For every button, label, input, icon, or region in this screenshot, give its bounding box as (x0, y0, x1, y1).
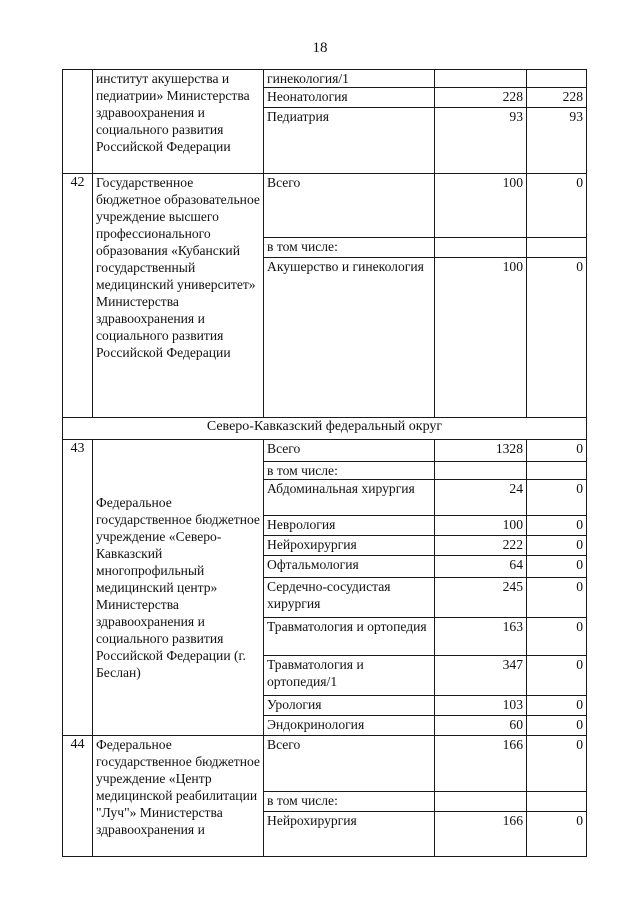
specialty: Эндокринология (264, 716, 435, 736)
quota-value: 0 (527, 618, 587, 656)
quota-total: 93 (435, 108, 527, 174)
specialty: Урология (264, 696, 435, 716)
table-row (63, 736, 587, 792)
specialty: в том числе: (264, 792, 435, 812)
quota-total: 24 (435, 480, 527, 516)
specialty: Всего (264, 736, 435, 792)
quota-value: 0 (527, 536, 587, 556)
quota-total: 222 (435, 536, 527, 556)
specialty: Сердечно-сосудистая хирургия (264, 578, 435, 618)
quota-total: 100 (435, 258, 527, 418)
institution-name: институт акушерства и педиатрии» Министерства здравоохранения и социального развития Российской Федерации (93, 70, 264, 174)
specialty: Неврология (264, 516, 435, 536)
specialty: Нейрохирургия (264, 812, 435, 857)
quota-value: 0 (527, 516, 587, 536)
quota-value (527, 70, 587, 88)
allocation-table (62, 69, 587, 857)
row-number: 44 (63, 736, 93, 857)
quota-value: 0 (527, 258, 587, 418)
quota-total (435, 462, 527, 480)
quota-total: 1328 (435, 440, 527, 462)
quota-value: 228 (527, 88, 587, 108)
specialty: Всего (264, 440, 435, 462)
quota-total: 100 (435, 174, 527, 238)
quota-value: 0 (527, 656, 587, 696)
quota-value: 93 (527, 108, 587, 174)
quota-total: 163 (435, 618, 527, 656)
specialty: Всего (264, 174, 435, 238)
region-row (63, 418, 587, 440)
quota-total: 347 (435, 656, 527, 696)
specialty: Офтальмология (264, 556, 435, 578)
table-row (63, 70, 587, 88)
institution-name: Федеральное государственное бюджетное учреждение «Центр медицинской реабилитации "Луч"» Министерства здравоохранения и (93, 736, 264, 857)
institution-name: Государственное бюджетное образовательное учреждение высшего профессионального образования «Кубанский государственный медицинский университет» Министерства здравоохранения и социального развития Российской Федерации (93, 174, 264, 418)
specialty: Абдоминальная хирургия (264, 480, 435, 516)
quota-total: 64 (435, 556, 527, 578)
specialty: в том числе: (264, 238, 435, 258)
quota-value: 0 (527, 696, 587, 716)
page-number: 18 (312, 40, 328, 56)
quota-total (435, 792, 527, 812)
institution-name: Федеральное государственное бюджетное учреждение «Северо-Кавказский многопрофильный медицинский центр» Министерства здравоохранения и социального развития Российской Федерации (г. Беслан) (93, 440, 264, 736)
quota-value: 0 (527, 556, 587, 578)
specialty: гинекология/1 (264, 70, 435, 88)
quota-value (527, 238, 587, 258)
specialty: Неонатология (264, 88, 435, 108)
quota-total: 245 (435, 578, 527, 618)
quota-value: 0 (527, 440, 587, 462)
quota-total: 228 (435, 88, 527, 108)
region-title: Северо-Кавказский федеральный округ (63, 418, 587, 440)
specialty: Нейрохирургия (264, 536, 435, 556)
quota-value (527, 792, 587, 812)
specialty: Акушерство и гинекология (264, 258, 435, 418)
row-number (63, 70, 93, 174)
quota-value (527, 462, 587, 480)
quota-value: 0 (527, 812, 587, 857)
quota-total: 103 (435, 696, 527, 716)
quota-value: 0 (527, 578, 587, 618)
quota-total: 60 (435, 716, 527, 736)
quota-total (435, 70, 527, 88)
quota-total: 100 (435, 516, 527, 536)
table-row (63, 174, 587, 238)
table-row (63, 440, 587, 462)
row-number: 42 (63, 174, 93, 418)
quota-value: 0 (527, 174, 587, 238)
specialty: в том числе: (264, 462, 435, 480)
quota-value: 0 (527, 716, 587, 736)
specialty: Травматология и ортопедия (264, 618, 435, 656)
specialty: Травматология и ортопедия/1 (264, 656, 435, 696)
row-number: 43 (63, 440, 93, 736)
quota-total: 166 (435, 736, 527, 792)
specialty: Педиатрия (264, 108, 435, 174)
quota-value: 0 (527, 736, 587, 792)
quota-value: 0 (527, 480, 587, 516)
quota-total (435, 238, 527, 258)
quota-total: 166 (435, 812, 527, 857)
